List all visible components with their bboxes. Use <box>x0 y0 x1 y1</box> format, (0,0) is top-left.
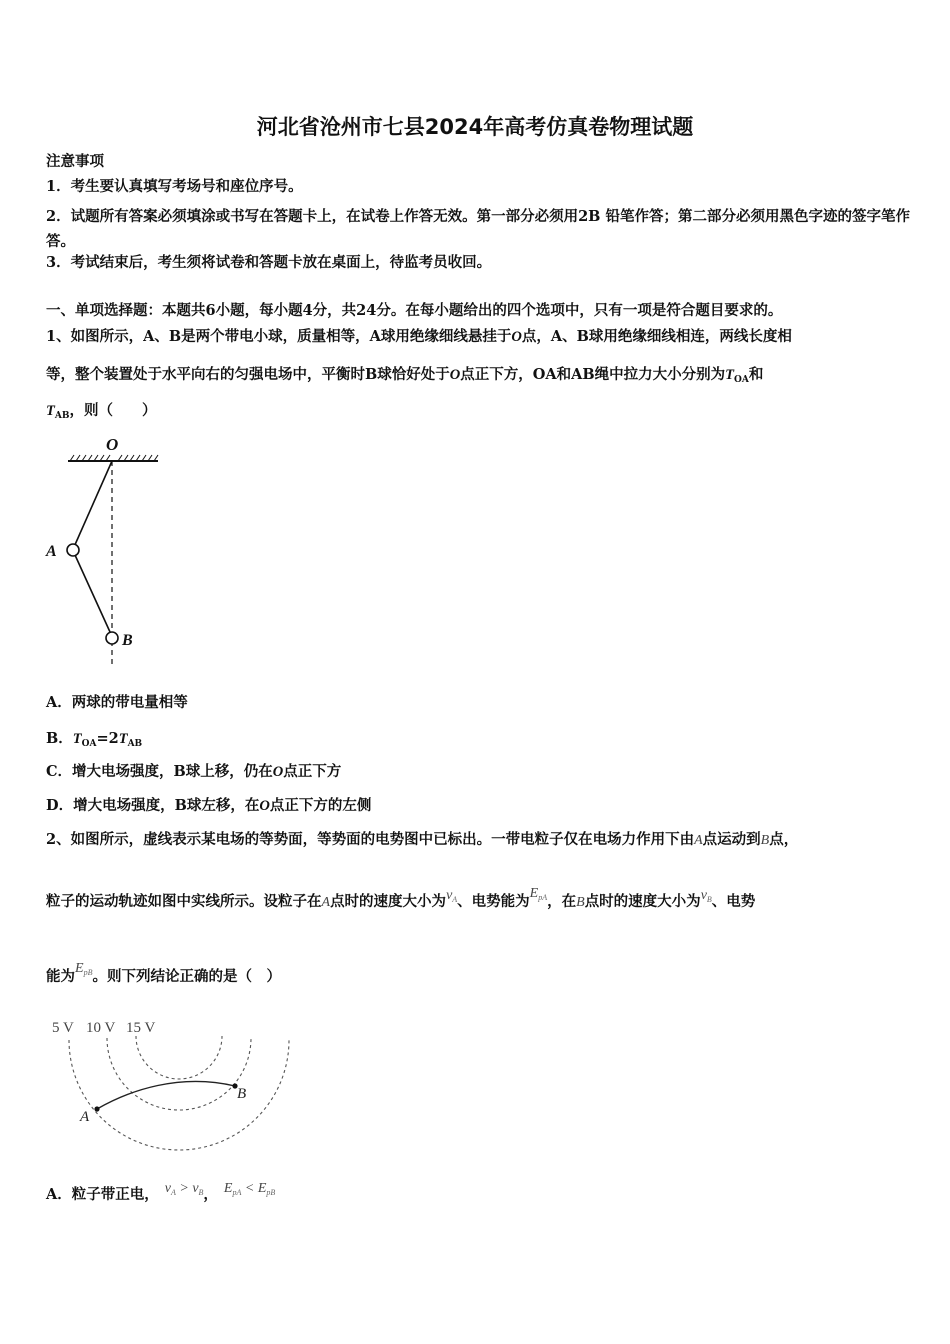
q2-line-2: 粒子的运动轨迹如图中实线所示。设粒子在A点时的速度大小为$v_A$、电势能为$E_{pA}$，在B点时的速度大小为$v_B$、电势 <box>46 886 756 910</box>
q1-option-d: D．增大电场强度，B球左移，在O点正下方的左侧 <box>46 797 372 814</box>
notice-item-1: 1．考生要认真填写考场号和座位序号。 <box>46 178 303 195</box>
q2-line-3: 能为$E_{pB}$。则下列结论正确的是（ ） <box>46 961 281 985</box>
equipotential-5v <box>69 1040 289 1150</box>
section-heading: 一、单项选择题：本题共6小题，每小题4分，共24分。在每小题给出的四个选项中，只有一项是符合题目要求的。 <box>46 302 783 319</box>
point-a <box>94 1106 99 1111</box>
q2-line-1: 2、如图所示，虚线表示某电场的等势面，等势面的电势图中已标出。一带电粒子仅在电场力作用下由A点运动到B点， <box>46 831 799 848</box>
q2-equipotential-figure <box>40 1010 310 1160</box>
string-ab <box>75 555 110 632</box>
notice-heading: 注意事项 <box>46 153 104 170</box>
q1-line-3: $T_{AB}$，则（ ） <box>46 402 157 421</box>
particle-trajectory <box>97 1081 235 1109</box>
label-point-b: B <box>237 1086 247 1102</box>
label-10v: 10 V <box>86 1020 116 1036</box>
equipotential-15v <box>136 1036 222 1079</box>
q1-line-2: 等，整个装置处于水平向右的匀强电场中，平衡时B球恰好处于O点正下方，OA和AB绳中拉力大小分别为$T_{OA}$和 <box>46 366 764 385</box>
q1-option-c: C．增大电场强度，B球上移，仍在O点正下方 <box>46 763 342 780</box>
q1-pendulum-figure <box>40 428 170 668</box>
label-b: B <box>122 632 133 649</box>
label-5v: 5 V <box>52 1020 74 1036</box>
label-15v: 15 V <box>126 1020 156 1036</box>
q1-option-b: B．$T_{OA}=2T_{AB}$ <box>46 730 143 749</box>
q1-option-a: A．两球的带电量相等 <box>46 694 188 711</box>
ball-b <box>106 632 118 644</box>
page-title: 河北省沧州市七县2024年高考仿真卷物理试题 <box>256 115 694 139</box>
label-o: O <box>106 435 119 454</box>
notice-item-3: 3．考试结束后，考生须将试卷和答题卡放在桌面上，待监考员收回。 <box>46 254 492 271</box>
q1-line-1: 1、如图所示，A、B是两个带电小球，质量相等，A球用绝缘细线悬挂于O点，A、B球用绝缘细线相连，两线长度相 <box>46 328 792 345</box>
q2-option-a: A．粒子带正电， $v_A > v_B$， $E_{pA} < E_{pB}$ <box>46 1181 276 1203</box>
equipotential-10v <box>107 1038 251 1110</box>
ball-a <box>67 544 79 556</box>
notice-item-2: 2．试题所有答案必须填涂或书写在答题卡上，在试卷上作答无效。第一部分必须用2B 铅笔作答；第二部分必须用黑色字迹的签字笔作答。 <box>46 208 910 250</box>
string-oa <box>74 461 112 547</box>
label-point-a: A <box>80 1109 90 1125</box>
label-a: A <box>46 543 57 560</box>
